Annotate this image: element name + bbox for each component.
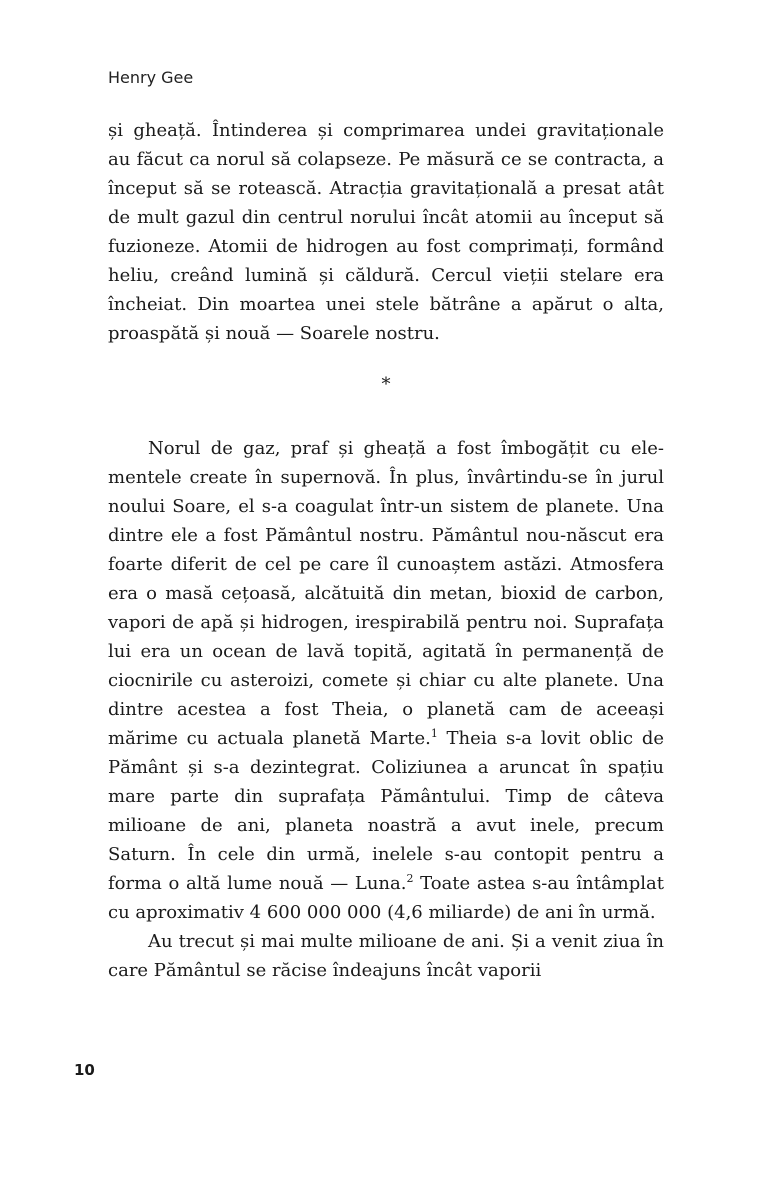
page-number: 10 — [74, 1061, 95, 1079]
paragraph — [108, 434, 664, 927]
paragraph: Au trecut și mai multe milioane de ani. Și a venit ziua în care Pământul se răcise îndeajuns încât vaporii — [108, 931, 664, 981]
paragraph-segment: Toate astea s-au întâmplat cu aproximativ 4 600 000 000 (4,6 miliarde) de ani în urmă. — [108, 873, 664, 923]
paragraph-segment: Theia s-a lovit oblic de Pământ și s-a dezintegrat. Coliziunea a aruncat în spațiu mare parte din suprafața Pământului. Timp de câteva milioane de ani, planeta noastră a avut inele, precum Saturn. În cele din urmă, inelele s-au contopit pentru a forma o altă lume nouă — Luna. — [108, 728, 664, 894]
body-text-main — [108, 434, 664, 985]
paragraph: și gheață. Întinderea și comprimarea undei gravitaționale au făcut ca norul să colapseze. Pe măsură ce se contracta, a început să se rotească. Atracția gravitațională a presat atât de mult gazul din centrul norului încât atomii au început să fuzioneze. Atomii de hidrogen au fost comprimați, formând heliu, creând lumină și căldură. Cercul vieții stelare era încheiat. Din moartea unei stele bătrâne a apărut o alta, proaspătă și nouă — Soarele nostru. — [108, 120, 664, 344]
body-text-top — [108, 116, 664, 348]
running-head-author: Henry Gee — [108, 68, 194, 87]
footnote-ref[interactable]: 1 — [430, 727, 438, 740]
paragraph-segment: Norul de gaz, praf și gheață a fost îmbogățit cu elementele create în supernovă. În plus, învârtindu-se în jurul noului Soare, el s-a coagulat într-un sistem de planete. Una dintre ele a fost Pământul nostru. Pământul nou-născut era foarte diferit de cel pe care îl cunoaștem astăzi. Atmosfera era o masă cețoasă, alcătuită din metan, bioxid de carbon, vapori de apă și hidrogen, irespirabilă pentru noi. Suprafața lui era un ocean de lavă topită, agitată în permanență de ciocnirile cu asteroizi, comete și chiar cu alte planete. Una dintre acestea a fost Theia, o planetă cam de aceeași mărime cu actuala planetă Marte. — [108, 438, 664, 749]
footnote-ref[interactable]: 2 — [406, 872, 414, 885]
section-separator: * — [381, 374, 391, 395]
